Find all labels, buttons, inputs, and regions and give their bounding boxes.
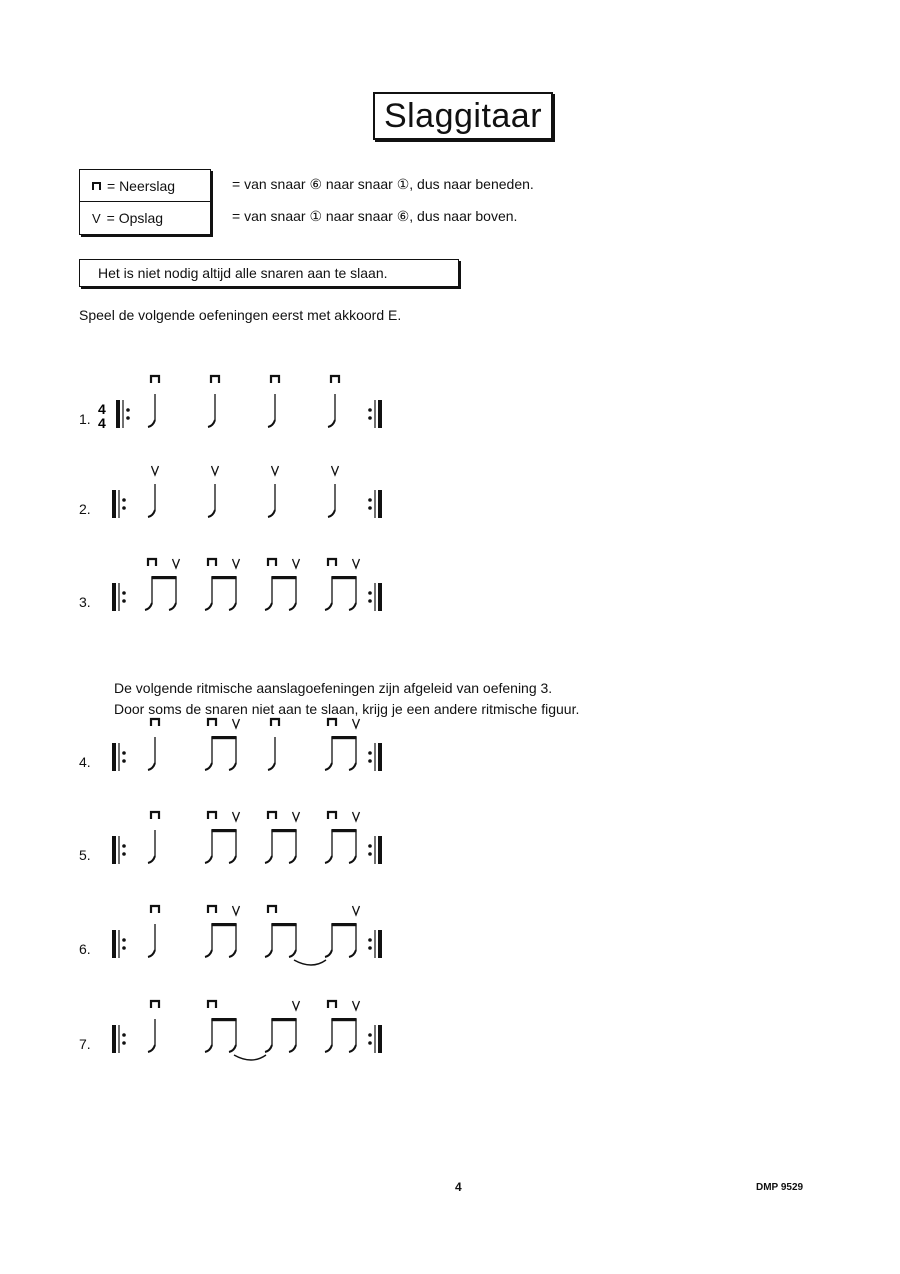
middle-text-line-1: De volgende ritmische aanslagoefeningen zijn afgeleid van oefening 3.	[114, 680, 553, 696]
downstroke-icon	[268, 559, 276, 566]
repeat-dot	[122, 506, 126, 510]
eighth-beam	[331, 576, 356, 579]
repeat-dot	[368, 852, 372, 856]
eighth-beam	[271, 923, 296, 926]
upstroke-icon	[353, 812, 360, 821]
legend-up-label: = Opslag	[106, 210, 164, 226]
eighth-note	[229, 950, 236, 957]
quarter-note	[268, 763, 275, 770]
exercise-number: 3.	[79, 594, 91, 610]
downstroke-icon	[208, 812, 216, 819]
downstroke-icon	[268, 812, 276, 819]
eighth-beam	[211, 1018, 236, 1021]
eighth-beam	[271, 576, 296, 579]
quarter-note	[328, 420, 335, 427]
upstroke-icon	[233, 559, 240, 568]
repeat-dot	[368, 506, 372, 510]
repeat-dot	[368, 408, 372, 412]
upstroke-icon	[293, 559, 300, 568]
eighth-note	[205, 950, 212, 957]
downstroke-icon	[331, 376, 339, 383]
downstroke-icon	[208, 559, 216, 566]
repeat-dot	[122, 946, 126, 950]
repeat-dot	[122, 759, 126, 763]
repeat-dot	[122, 1041, 126, 1045]
exercise-number: 4.	[79, 754, 91, 770]
repeat-dot	[122, 852, 126, 856]
downstroke-icon	[328, 1001, 336, 1008]
eighth-note	[325, 950, 332, 957]
eighth-note	[205, 603, 212, 610]
quarter-note	[148, 420, 155, 427]
eighth-note	[145, 603, 152, 610]
tie	[234, 1055, 266, 1060]
downstroke-icon	[208, 719, 216, 726]
upstroke-icon	[293, 812, 300, 821]
upstroke-icon	[353, 1001, 360, 1010]
middle-text-line-2: Door soms de snaren niet aan te slaan, krijg je een andere ritmische figuur.	[114, 701, 580, 717]
eighth-note	[205, 856, 212, 863]
eighth-beam	[331, 923, 356, 926]
eighth-note	[349, 603, 356, 610]
repeat-dot	[368, 946, 372, 950]
repeat-dot	[368, 1041, 372, 1045]
quarter-note	[148, 856, 155, 863]
repeat-dot	[122, 498, 126, 502]
eighth-beam	[211, 736, 236, 739]
legend-row-down	[80, 170, 210, 202]
downstroke-icon	[151, 906, 159, 913]
repeat-dot	[368, 1033, 372, 1037]
eighth-note	[229, 603, 236, 610]
eighth-beam	[271, 1018, 296, 1021]
eighth-note	[169, 603, 176, 610]
upstroke-icon	[332, 466, 339, 475]
eighth-note	[205, 1045, 212, 1052]
upstroke-icon	[293, 1001, 300, 1010]
eighth-beam	[211, 923, 236, 926]
eighth-note	[229, 763, 236, 770]
downstroke-icon	[151, 1001, 159, 1008]
repeat-dot	[368, 751, 372, 755]
eighth-note	[325, 1045, 332, 1052]
repeat-start-thick-bar	[112, 490, 116, 518]
eighth-note	[325, 603, 332, 610]
eighth-beam	[331, 736, 356, 739]
eighth-note	[229, 1045, 236, 1052]
eighth-note	[289, 856, 296, 863]
exercise-1	[0, 362, 900, 452]
repeat-start-thick-bar	[112, 836, 116, 864]
eighth-beam	[271, 829, 296, 832]
eighth-note	[349, 856, 356, 863]
eighth-beam	[331, 829, 356, 832]
repeat-dot	[368, 844, 372, 848]
eighth-note	[325, 763, 332, 770]
page-title: Slaggitaar	[373, 92, 553, 140]
strum-legend	[79, 169, 211, 235]
legend-down-label: = Neerslag	[107, 177, 176, 194]
repeat-start-thick-bar	[112, 583, 116, 611]
upstroke-icon	[353, 906, 360, 915]
catalog-code: DMP 9529	[756, 1182, 804, 1193]
upstroke-icon	[173, 559, 180, 568]
repeat-dot	[122, 591, 126, 595]
downstroke-icon	[208, 1001, 216, 1008]
quarter-note	[148, 763, 155, 770]
exercise-7	[0, 987, 900, 1077]
eighth-note	[265, 950, 272, 957]
downstroke-icon	[268, 906, 276, 913]
page-number: 4	[455, 1180, 462, 1194]
repeat-start-thick-bar	[112, 1025, 116, 1053]
exercise-number: 6.	[79, 941, 91, 957]
repeat-dot	[122, 844, 126, 848]
repeat-dot	[368, 591, 372, 595]
repeat-end-thick-bar	[378, 583, 382, 611]
eighth-note	[325, 856, 332, 863]
downstroke-icon	[148, 559, 156, 566]
repeat-end-thick-bar	[378, 490, 382, 518]
eighth-note	[289, 603, 296, 610]
legend-down-description: = van snaar ⑥ naar snaar ①, dus naar beneden.	[232, 176, 534, 192]
exercise-3	[0, 545, 900, 635]
time-signature-top: 4	[98, 401, 106, 417]
upstroke-icon: V	[92, 210, 101, 226]
eighth-beam	[211, 829, 236, 832]
exercise-4	[0, 705, 900, 795]
exercise-number: 2.	[79, 501, 91, 517]
downstroke-icon	[271, 719, 279, 726]
time-signature-bottom: 4	[98, 415, 106, 431]
repeat-dot	[368, 938, 372, 942]
eighth-beam	[331, 1018, 356, 1021]
eighth-beam	[211, 576, 236, 579]
downstroke-icon	[211, 376, 219, 383]
repeat-start-thick-bar	[112, 930, 116, 958]
eighth-note	[349, 763, 356, 770]
repeat-end-thick-bar	[378, 400, 382, 428]
upstroke-icon	[353, 719, 360, 728]
eighth-note	[289, 1045, 296, 1052]
quarter-note	[328, 510, 335, 517]
repeat-dot	[368, 759, 372, 763]
repeat-dot	[126, 416, 130, 420]
eighth-note	[265, 856, 272, 863]
eighth-note	[229, 856, 236, 863]
exercise-5	[0, 798, 900, 888]
eighth-beam	[151, 576, 176, 579]
repeat-dot	[122, 938, 126, 942]
downstroke-icon	[151, 719, 159, 726]
repeat-dot	[368, 498, 372, 502]
downstroke-icon	[271, 376, 279, 383]
exercise-6	[0, 892, 900, 982]
eighth-note	[265, 1045, 272, 1052]
upstroke-icon	[233, 906, 240, 915]
eighth-note	[289, 950, 296, 957]
repeat-dot	[126, 408, 130, 412]
repeat-end-thick-bar	[378, 836, 382, 864]
upstroke-icon	[353, 559, 360, 568]
repeat-start-thick-bar	[116, 400, 120, 428]
repeat-end-thick-bar	[378, 743, 382, 771]
downstroke-icon	[151, 812, 159, 819]
repeat-dot	[122, 1033, 126, 1037]
downstroke-icon	[328, 559, 336, 566]
quarter-note	[148, 1045, 155, 1052]
quarter-note	[268, 510, 275, 517]
repeat-start-thick-bar	[112, 743, 116, 771]
upstroke-icon	[233, 812, 240, 821]
quarter-note	[148, 510, 155, 517]
quarter-note	[268, 420, 275, 427]
eighth-note	[205, 763, 212, 770]
legend-row-up	[80, 202, 210, 234]
downstroke-icon	[328, 719, 336, 726]
repeat-dot	[122, 599, 126, 603]
note-box: Het is niet nodig altijd alle snaren aan te slaan.	[79, 259, 459, 287]
downstroke-icon	[92, 182, 101, 190]
upstroke-icon	[152, 466, 159, 475]
eighth-note	[265, 603, 272, 610]
repeat-dot	[122, 751, 126, 755]
repeat-end-thick-bar	[378, 1025, 382, 1053]
eighth-note	[349, 950, 356, 957]
downstroke-icon	[328, 812, 336, 819]
tie	[294, 960, 326, 965]
quarter-note	[148, 950, 155, 957]
exercise-number: 1.	[79, 411, 91, 427]
exercise-number: 5.	[79, 847, 91, 863]
exercise-2	[0, 452, 900, 542]
quarter-note	[208, 510, 215, 517]
quarter-note	[208, 420, 215, 427]
legend-up-description: = van snaar ① naar snaar ⑥, dus naar boven.	[232, 208, 518, 224]
downstroke-icon	[208, 906, 216, 913]
repeat-end-thick-bar	[378, 930, 382, 958]
upstroke-icon	[212, 466, 219, 475]
upstroke-icon	[233, 719, 240, 728]
eighth-note	[349, 1045, 356, 1052]
exercise-number: 7.	[79, 1036, 91, 1052]
repeat-dot	[368, 416, 372, 420]
intro-text: Speel de volgende oefeningen eerst met akkoord E.	[79, 307, 402, 323]
upstroke-icon	[272, 466, 279, 475]
repeat-dot	[368, 599, 372, 603]
downstroke-icon	[151, 376, 159, 383]
